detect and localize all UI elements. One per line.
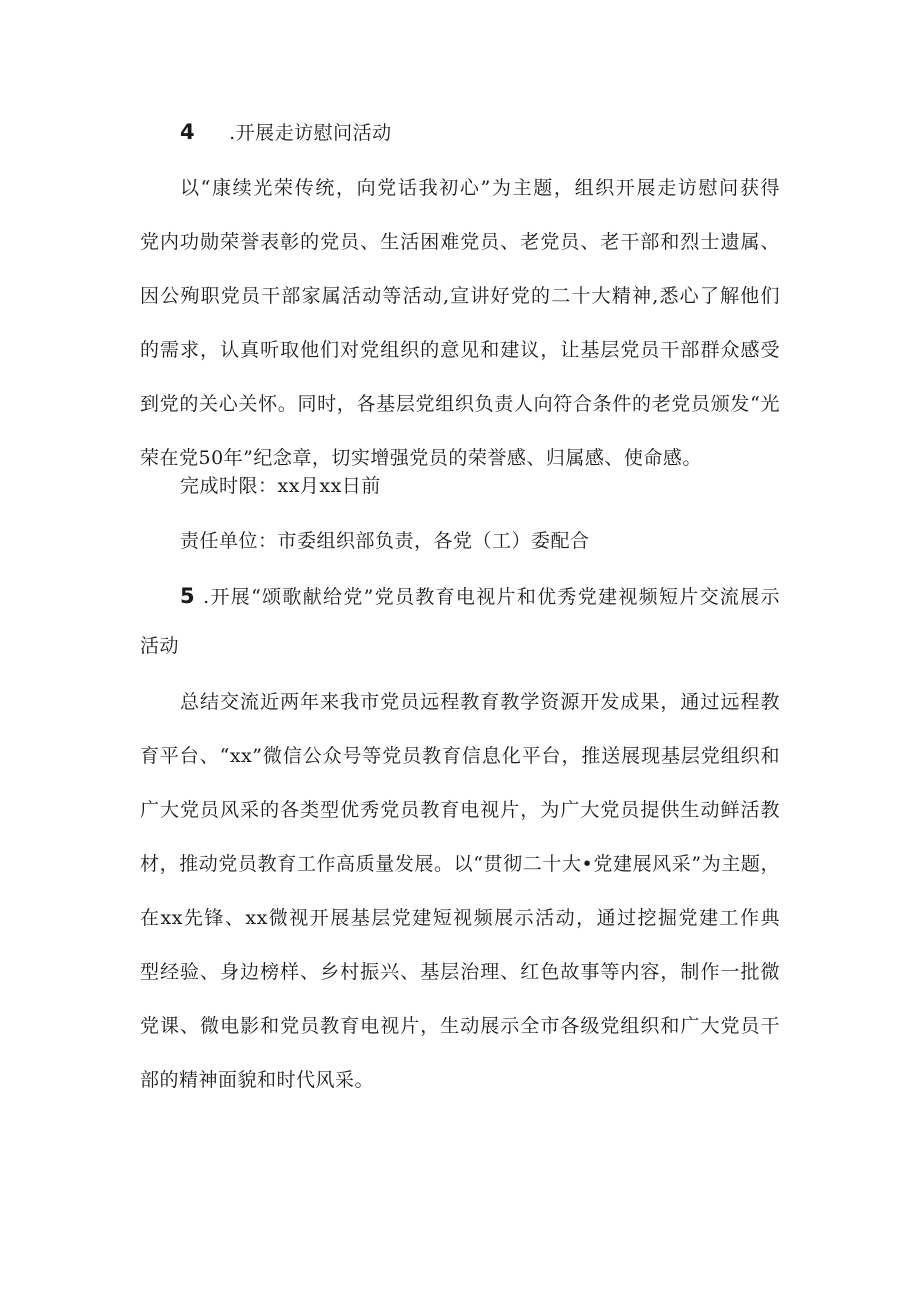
- section-5-title: .开展“颂歌献给党”党员教育电视片和优秀党建视频短片交流展示: [203, 586, 780, 608]
- section-5-body-line: 育平台、“xx”微信公众号等党员教育信息化平台，推送展现基层党组织和: [140, 745, 780, 767]
- section-4-body-line: 因公殉职党员干部家属活动等活动,宣讲好党的二十大精神,悉心了解他们: [140, 285, 780, 307]
- section-5-body-line: 党课、微电影和党员教育电视片，生动展示全市各级党组织和广大党员干: [140, 1015, 780, 1037]
- section-4-body-line: 的需求，认真听取他们对党组织的意见和建议，让基层党员干部群众感受: [140, 339, 780, 361]
- section-4-title: .开展走访慰问活动: [229, 122, 392, 144]
- section-4-body-line: 党内功勋荣誉表彰的党员、生活困难党员、老党员、老干部和烈士遗属、: [140, 231, 780, 253]
- section-5-heading-continued: 活动: [140, 635, 180, 657]
- section-5-body-line: 总结交流近两年来我市党员远程教育教学资源开发成果，通过远程教: [180, 691, 780, 713]
- section-4-body-line: 荣在党50年”纪念章，切实增强党员的荣誉感、归属感、使命感。: [140, 447, 702, 469]
- section-4-deadline: 完成时限：xx月xx日前: [180, 475, 381, 497]
- section-4-responsible: 责任单位：市委组织部负责，各党（工）委配合: [180, 530, 590, 552]
- section-4-heading: [180, 120, 392, 145]
- section-5-heading: [180, 584, 780, 609]
- section-5-body-line: 在xx先锋、xx微视开展基层党建短视频展示活动，通过挖掘党建工作典: [140, 907, 780, 929]
- section-4-body-line: 到党的关心关怀。同时，各基层党组织负责人向符合条件的老党员颁发“光: [140, 393, 780, 415]
- section-5-body-line: 部的精神面貌和时代风采。: [140, 1069, 375, 1091]
- section-4-body-line: 以“康续光荣传统，向党话我初心”为主题，组织开展走访慰问获得: [180, 177, 780, 199]
- section-5-body-line: 材，推动党员教育工作高质量发展。以“贯彻二十大•党建展风采”为主题，: [140, 853, 780, 875]
- section-4-number: 4: [180, 120, 196, 144]
- section-5-body-line: 广大党员风采的各类型优秀党员教育电视片，为广大党员提供生动鲜活教: [140, 799, 780, 821]
- section-5-number: 5: [180, 584, 196, 608]
- section-5-body-line: 型经验、身边榜样、乡村振兴、基层治理、红色故事等内容，制作一批微: [140, 961, 780, 983]
